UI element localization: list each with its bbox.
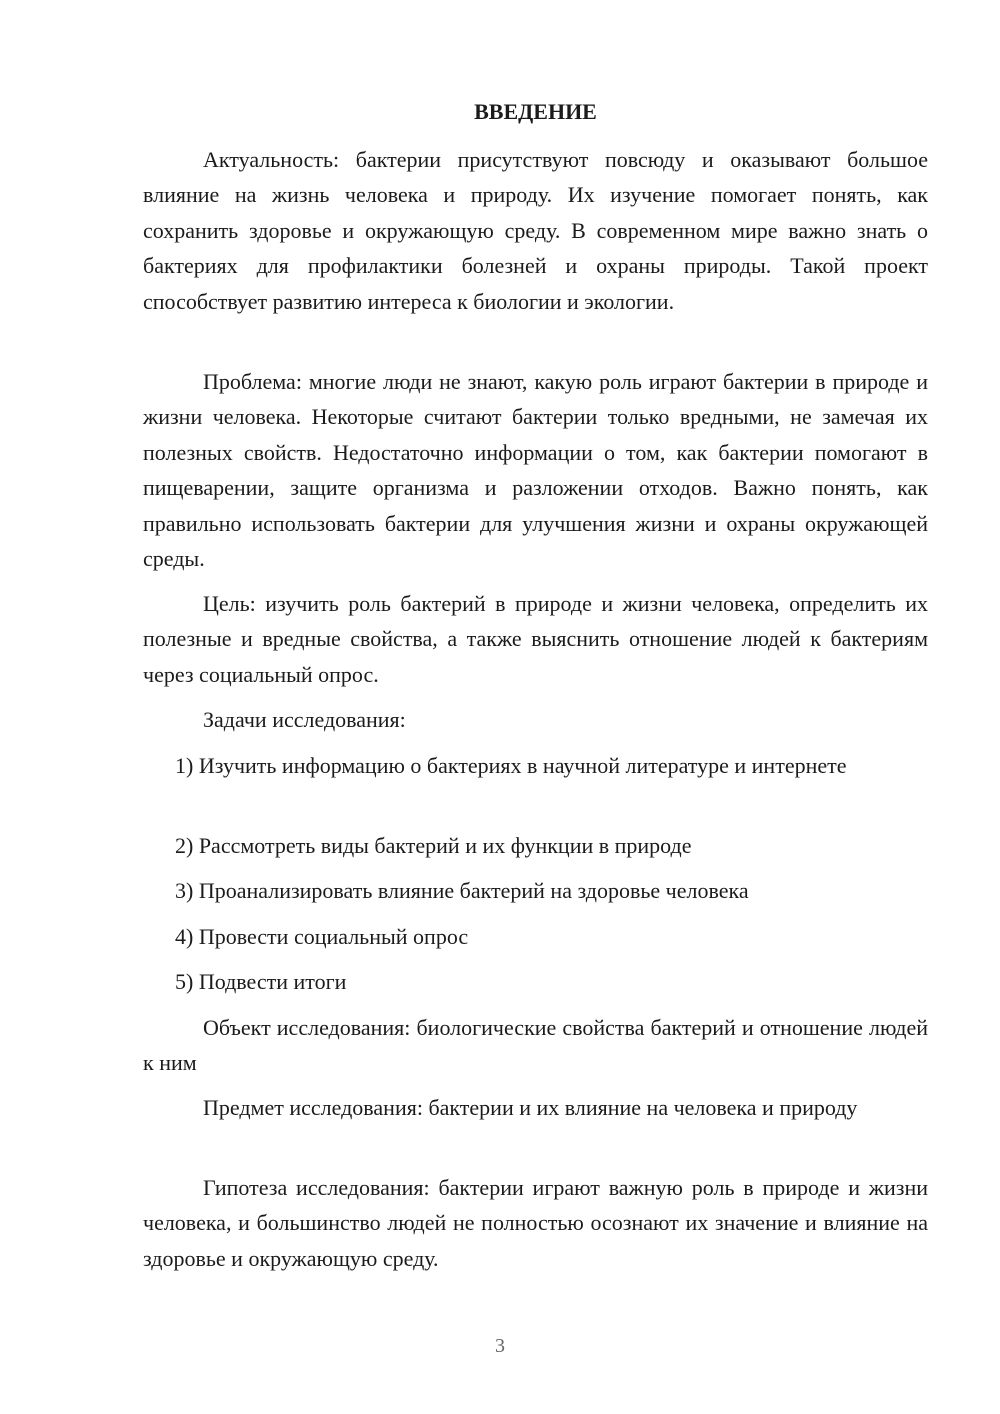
tasks-heading: Задачи исследования:: [203, 707, 406, 732]
task-item-3: 3) Проанализировать влияние бактерий на здоровье человека: [175, 878, 749, 903]
section-title: ВВЕДЕНИЕ: [474, 99, 597, 124]
task-item-1: 1) Изучить информацию о бактериях в научной литературе и интернете: [175, 753, 847, 778]
relevance-paragraph: Актуальность: бактерии присутствуют повсюду и оказывают большое влияние на жизнь человека и природу. Их изучение помогает понять, как сохранить здоровье и окружающую среду. В современном мире важно знать о бактериях для профилактики болезней и охраны природы. Такой проект способствует развитию интереса к биологии и экологии.: [143, 147, 928, 314]
task-item-2: 2) Рассмотреть виды бактерий и их функции в природе: [175, 833, 692, 858]
problem-paragraph: Проблема: многие люди не знают, какую роль играют бактерии в природе и жизни человека. Некоторые считают бактерии только вредными, не замечая их полезных свойств. Недостаточно информации о том, как бактерии помогают в пищеварении, защите организма и разложении отходов. Важно понять, как правильно использовать бактерии для улучшения жизни и охраны окружающей среды.: [143, 369, 928, 572]
goal-paragraph: Цель: изучить роль бактерий в природе и жизни человека, определить их полезные и вредные свойства, а также выяснить отношение людей к бактериям через социальный опрос.: [143, 591, 928, 687]
hypothesis-paragraph: Гипотеза исследования: бактерии играют важную роль в природе и жизни человека, и большинство людей не полностью осознают их значение и влияние на здоровье и окружающую среду.: [143, 1175, 928, 1271]
task-item-4: 4) Провести социальный опрос: [175, 924, 469, 949]
page-number: 3: [495, 1335, 505, 1357]
task-item-5: 5) Подвести итоги: [175, 969, 347, 994]
object-paragraph: Объект исследования: биологические свойства бактерий и отношение людей к ним: [143, 1015, 928, 1076]
subject-paragraph: Предмет исследования: бактерии и их влияние на человека и природу: [203, 1095, 858, 1120]
